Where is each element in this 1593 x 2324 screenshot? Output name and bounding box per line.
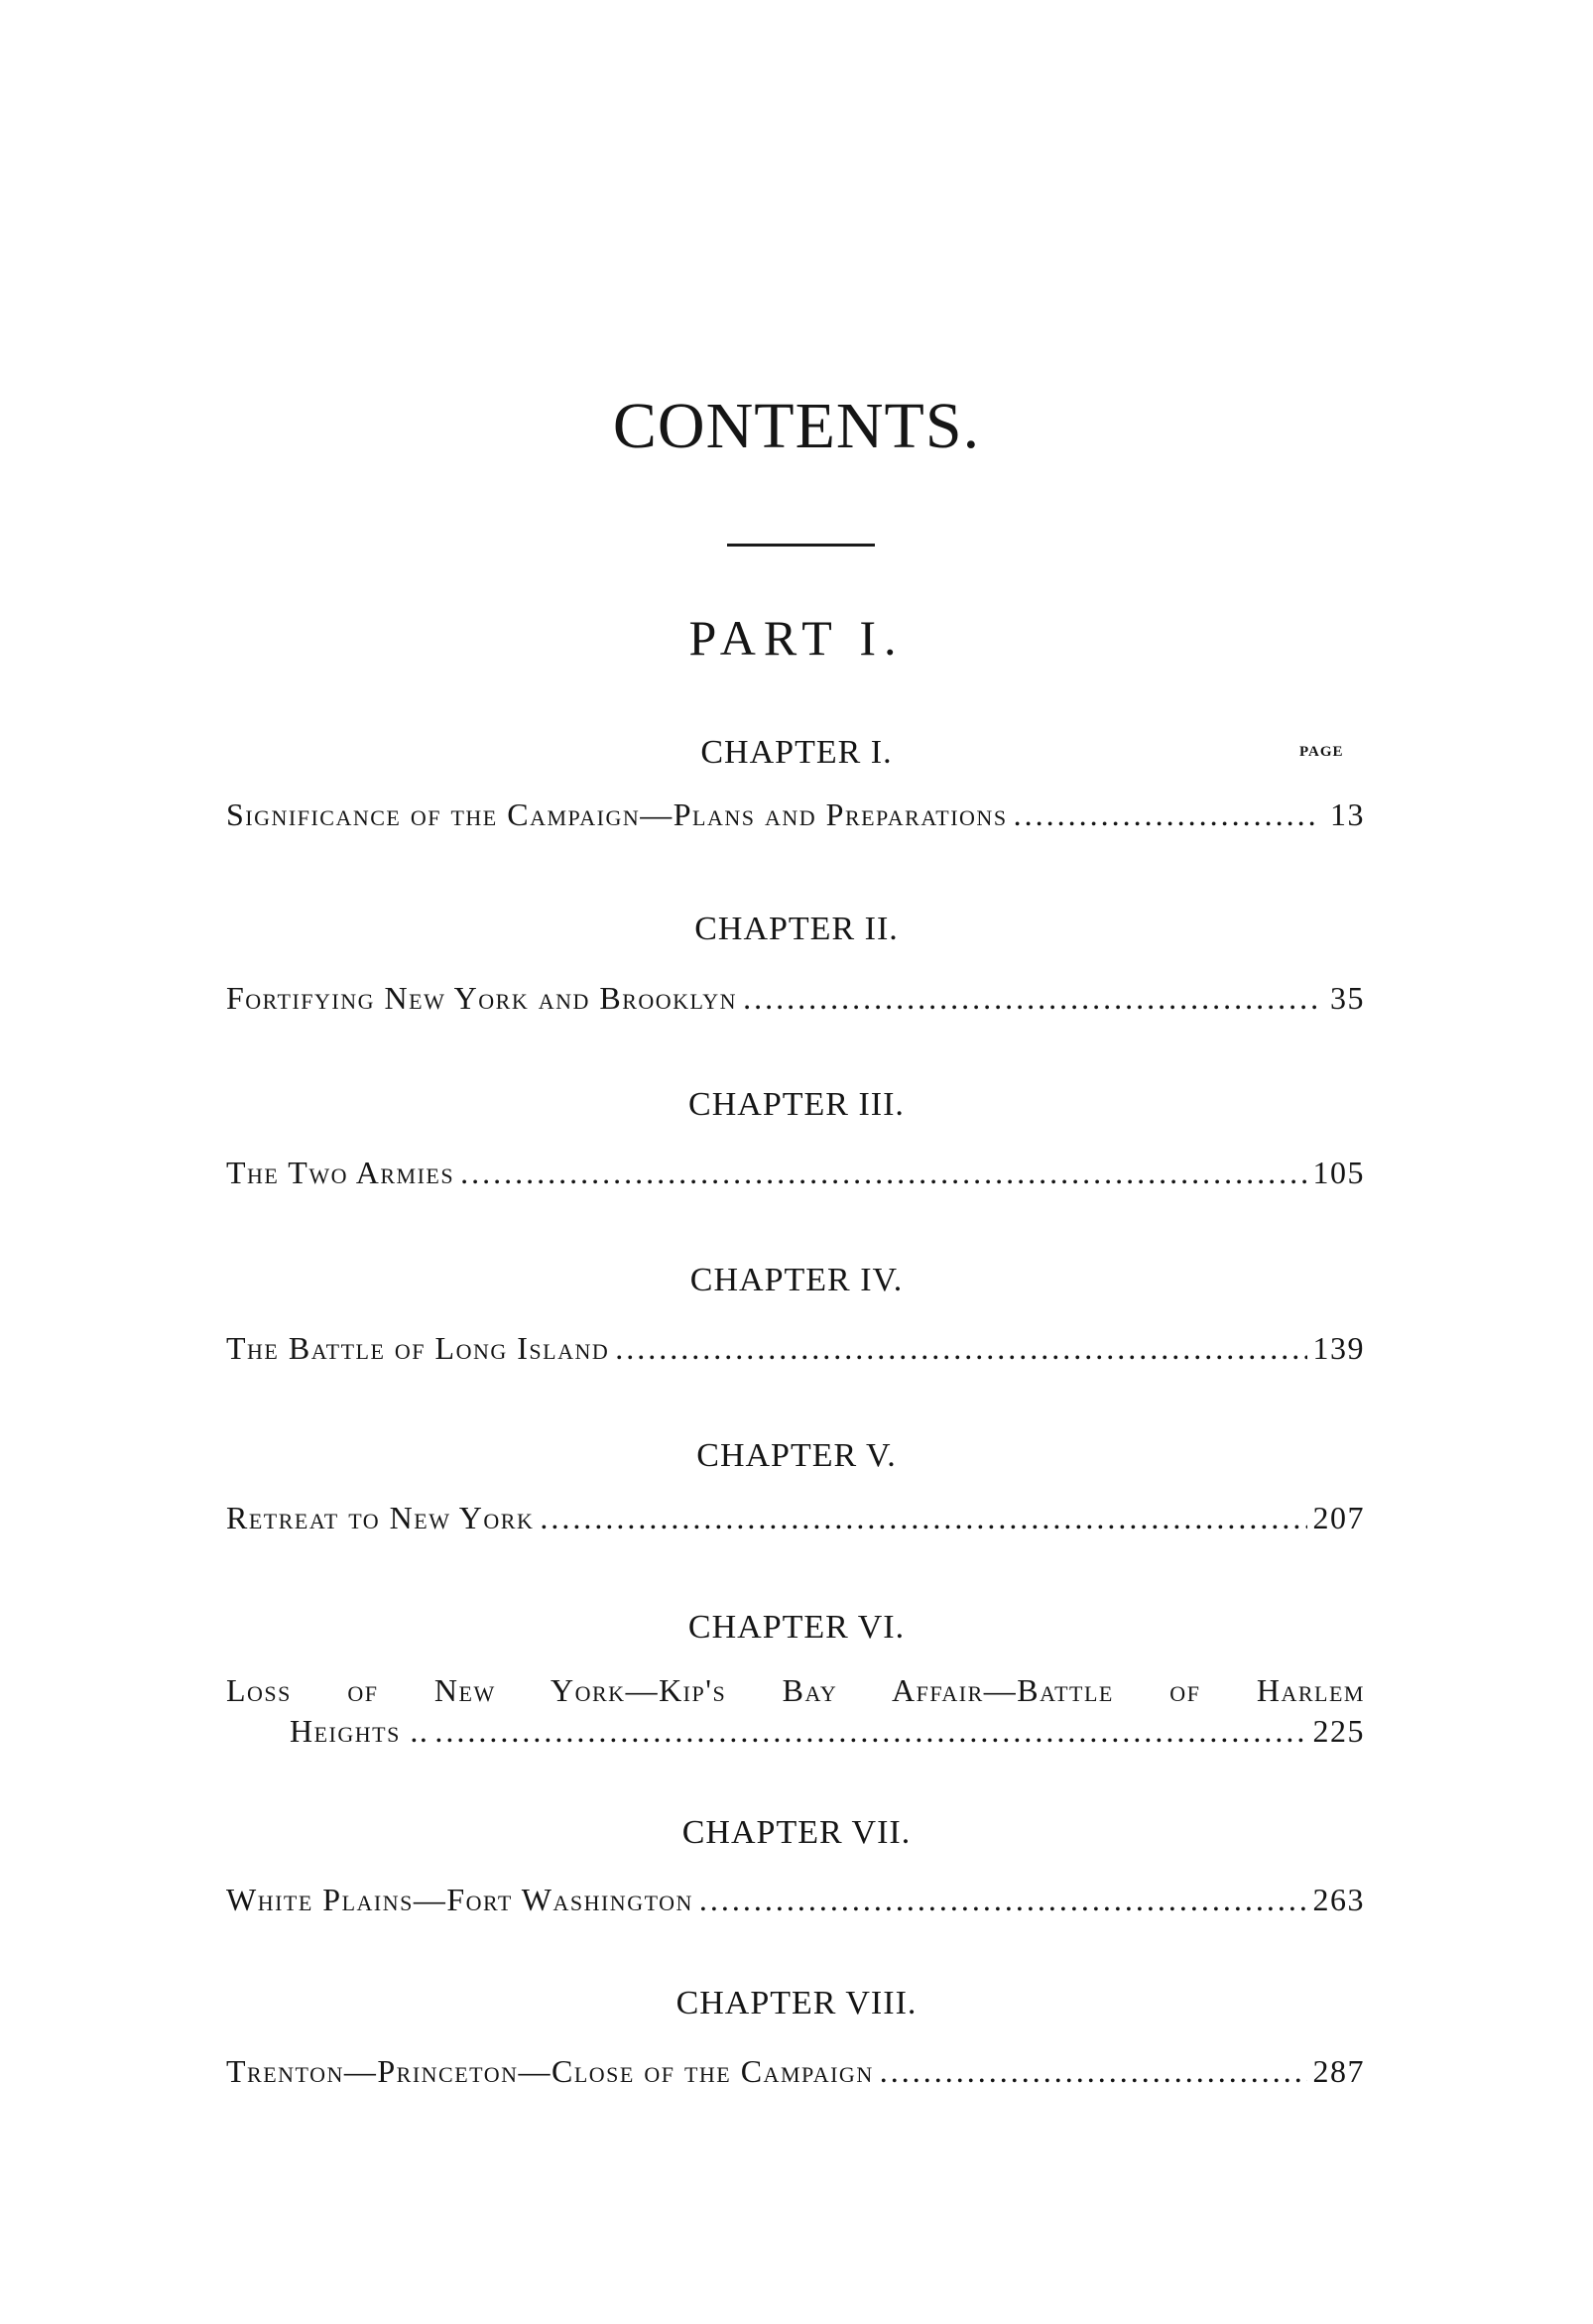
toc-entry[interactable] <box>226 796 1365 833</box>
toc-entry[interactable] <box>226 1500 1365 1536</box>
dot-leader <box>880 2053 1307 2090</box>
part-heading: PART I. <box>688 610 905 666</box>
toc-entry-title-line2: Heights .. <box>290 1713 429 1749</box>
chapter-heading: CHAPTER VI. <box>687 1609 906 1646</box>
dot-leader <box>743 980 1319 1017</box>
toc-entry-title: White Plains—Fort Washington <box>226 1882 693 1917</box>
dot-leader <box>460 1155 1306 1191</box>
toc-entry-page: 207 <box>1312 1500 1365 1535</box>
toc-entry-page: 225 <box>1312 1713 1365 1749</box>
chapter-heading: CHAPTER V. <box>696 1437 897 1474</box>
toc-entry[interactable] <box>226 1882 1365 1918</box>
chapter-heading: CHAPTER VII. <box>681 1814 912 1851</box>
toc-entry-title: Significance of the Campaign—Plans and Preparations <box>226 796 1008 832</box>
dot-leader <box>699 1882 1307 1918</box>
toc-entry-title: The Battle of Long Island <box>226 1330 610 1366</box>
toc-entry[interactable] <box>290 1713 1365 1750</box>
toc-entry-page: 263 <box>1312 1882 1365 1917</box>
toc-entry[interactable] <box>226 2053 1365 2090</box>
chapter-heading: CHAPTER III. <box>688 1086 905 1123</box>
toc-entry[interactable] <box>226 980 1365 1017</box>
dot-leader <box>434 1713 1306 1750</box>
toc-entry-page: 13 <box>1330 796 1365 832</box>
toc-entry-title: Retreat to New York <box>226 1500 535 1535</box>
toc-entry[interactable] <box>226 1330 1365 1367</box>
toc-entry-title: The Two Armies <box>226 1155 455 1190</box>
toc-entry-page: 35 <box>1330 980 1365 1016</box>
toc-entry-page: 139 <box>1312 1330 1365 1366</box>
chapter-heading: CHAPTER II. <box>694 911 899 947</box>
toc-entry-page: 105 <box>1312 1155 1365 1190</box>
dot-leader <box>1014 796 1319 833</box>
toc-entry[interactable] <box>226 1155 1365 1191</box>
title-rule <box>727 544 875 547</box>
dot-leader <box>540 1500 1306 1536</box>
chapter-heading: CHAPTER IV. <box>689 1262 904 1298</box>
dot-leader <box>615 1330 1306 1367</box>
toc-entry-title-line1[interactable]: Loss of New York—Kip's Bay Affair—Battle of Harlem <box>226 1672 1365 1708</box>
chapter-heading: CHAPTER I. <box>700 734 893 771</box>
toc-entry-title: Trenton—Princeton—Close of the Campaign <box>226 2053 874 2089</box>
toc-entry-title: Fortifying New York and Brooklyn <box>226 980 738 1016</box>
chapter-heading: CHAPTER VIII. <box>675 1985 918 2021</box>
toc-entry-page: 287 <box>1312 2053 1365 2089</box>
page-title: CONTENTS. <box>612 390 981 462</box>
page-column-label: PAGE <box>1299 744 1344 760</box>
